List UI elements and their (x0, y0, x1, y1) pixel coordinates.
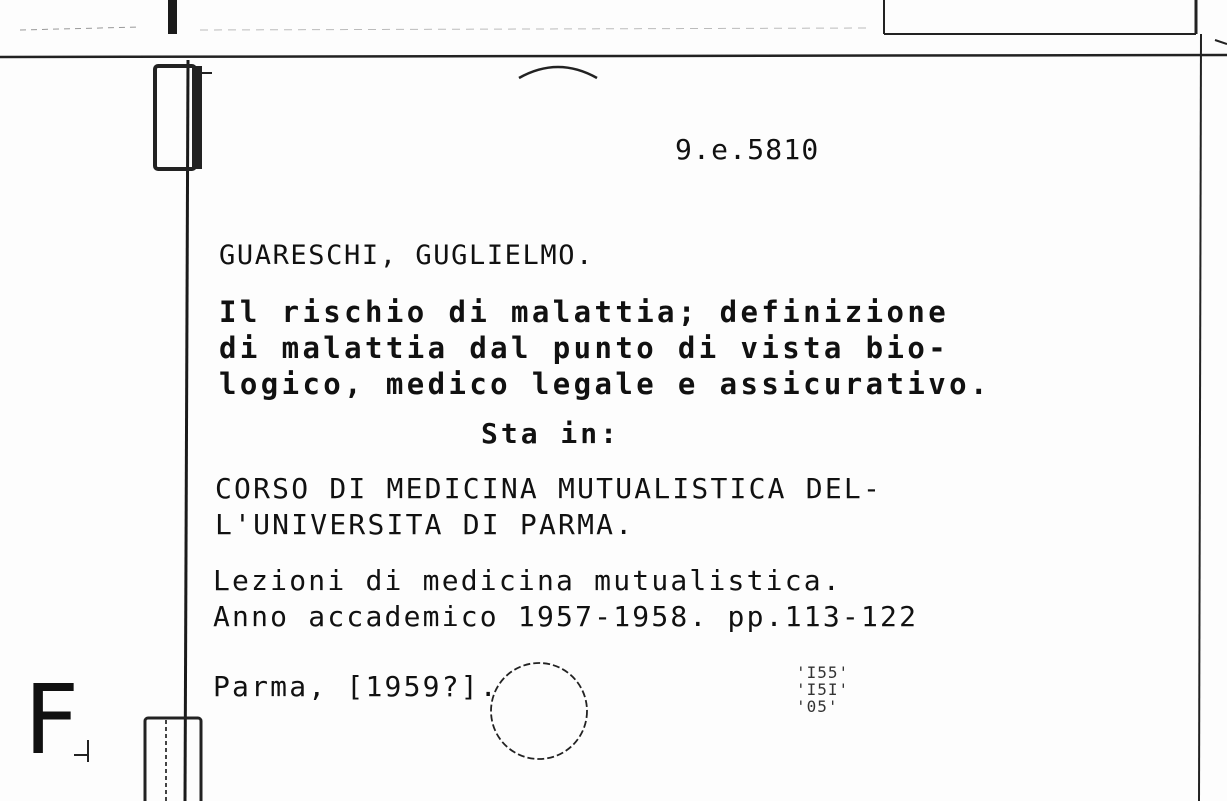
top-left-block (168, 0, 177, 34)
stamp-circle (491, 663, 587, 759)
title-line-2: di malattia dal punto di vista bio- (219, 331, 950, 365)
right-edge-line (1199, 34, 1201, 801)
stamp-number (796, 664, 849, 715)
imprint: Parma, [1959?]. (213, 670, 499, 703)
corner-mark: F (24, 664, 80, 776)
title-line-3: logico, medico legale e assicurativo. (219, 367, 991, 401)
stamp-line-3: '05' (796, 697, 839, 716)
in-label: Sta in: (481, 417, 621, 450)
author-heading: GUARESCHI, GUGLIELMO. (219, 240, 594, 271)
detail-line-1: Lezioni di medicina mutualistica. (213, 564, 842, 597)
detail-line-2: Anno accademico 1957-1958. pp.113-122 (213, 600, 919, 633)
stamp-line-2: 'I5I' (796, 680, 850, 699)
bottom-punch-hole (145, 718, 201, 801)
call-number: 9.e.5810 (675, 133, 820, 166)
top-faint-rule (200, 28, 870, 30)
top-arc (519, 67, 597, 78)
title-line-1: Il rischio di malattia; definizione (219, 295, 950, 329)
left-margin-rule (185, 60, 188, 801)
top-rule (0, 55, 1227, 57)
series-line-2: L'UNIVERSITA DI PARMA. (215, 508, 635, 541)
series-line-1: CORSO DI MEDICINA MUTUALISTICA DEL- (215, 472, 883, 505)
top-dashed-rule (20, 27, 140, 30)
stamp-line-1: 'I55' (796, 663, 850, 682)
